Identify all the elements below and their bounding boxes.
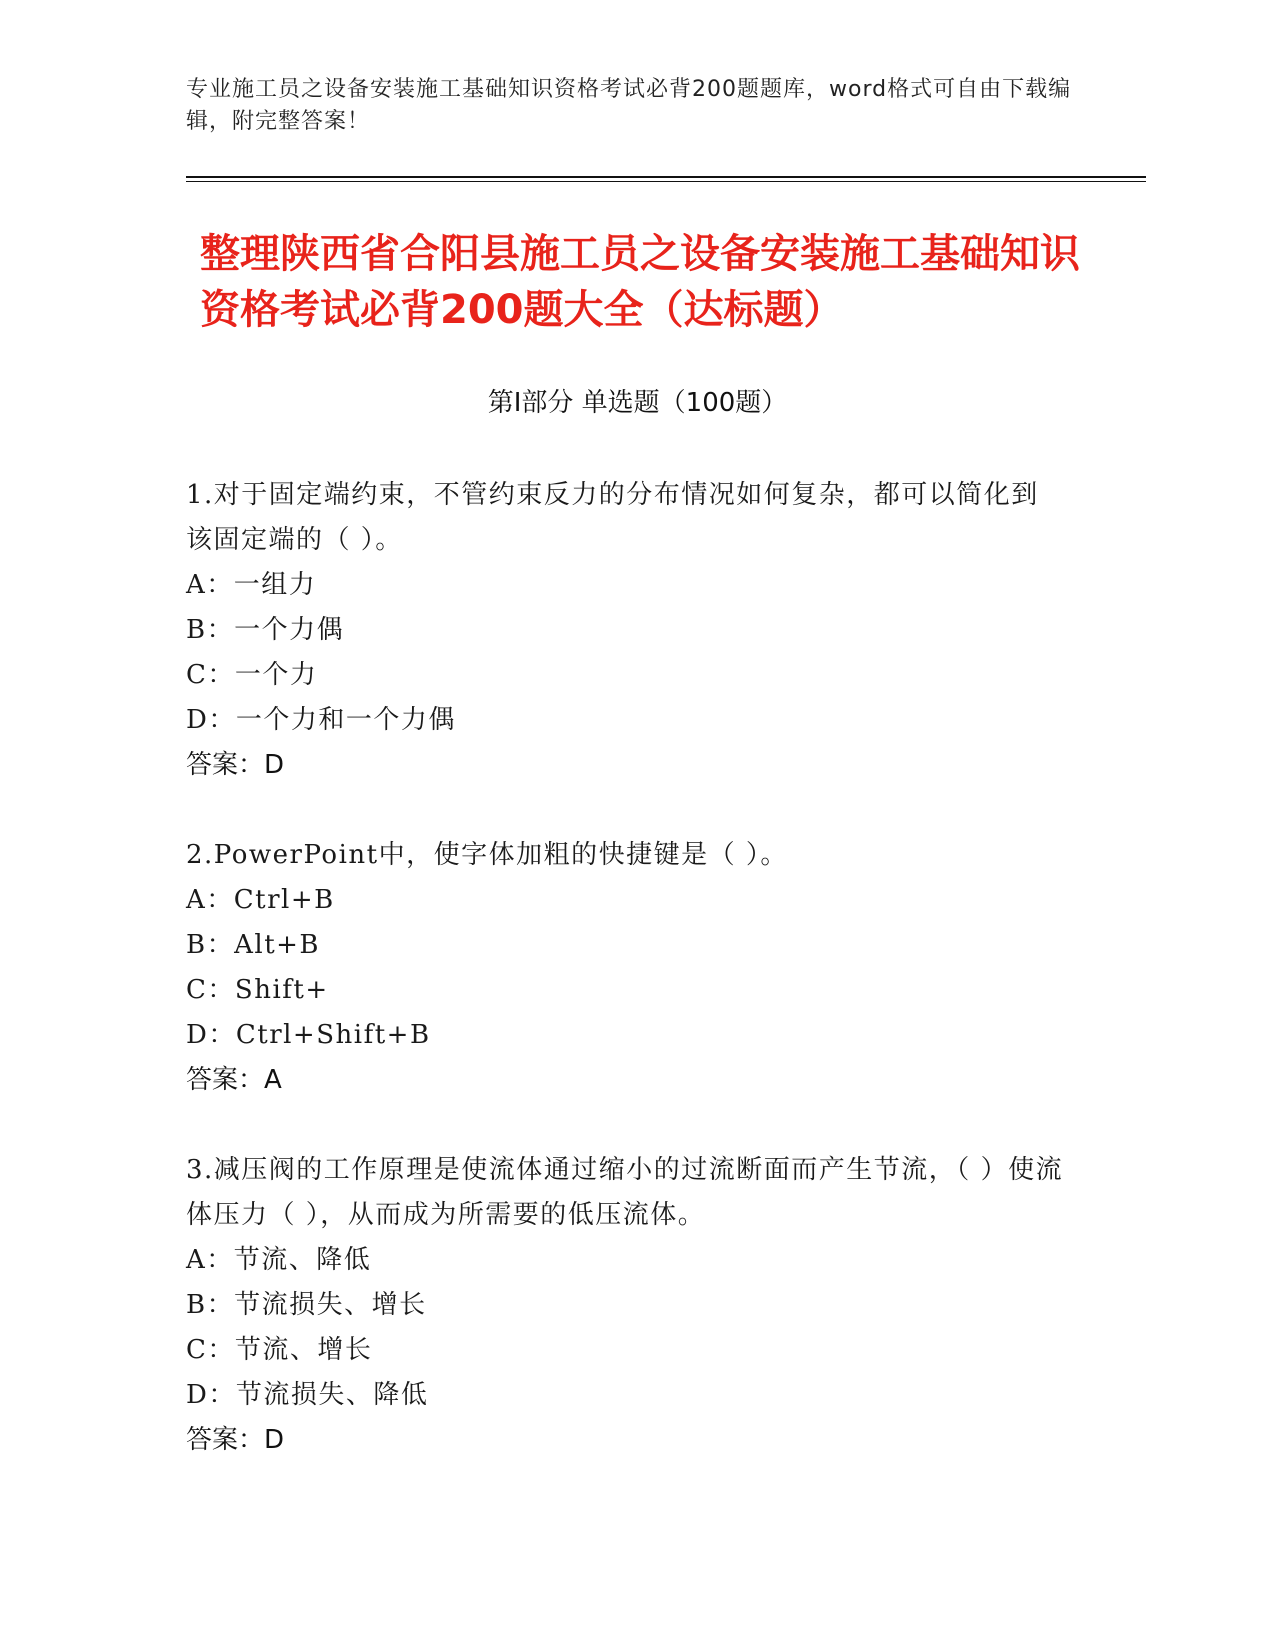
- option-b: B：一个力偶: [186, 615, 345, 645]
- option-d: D：节流损失、降低: [186, 1380, 429, 1410]
- option-c: C：Shift+: [186, 975, 329, 1005]
- question-list: [186, 473, 1066, 1508]
- header-note: 专业施工员之设备安装施工基础知识资格考试必背200题题库，word格式可自由下载编辑，附完整答案！: [186, 77, 1072, 134]
- option-c: C：节流、增长: [186, 1335, 373, 1365]
- header-divider-thin: [186, 181, 1146, 182]
- option-b: B：Alt+B: [186, 930, 321, 960]
- answer-label: 答案：D: [186, 750, 285, 780]
- answer-label: 答案：D: [186, 1425, 285, 1455]
- option-c: C：一个力: [186, 660, 318, 690]
- question-1: [186, 473, 1066, 788]
- answer-label: 答案：A: [186, 1065, 282, 1095]
- question-stem: 1.对于固定端约束，不管约束反力的分布情况如何复杂，都可以简化到该固定端的（ ）。: [186, 480, 1039, 555]
- option-d: D：Ctrl+Shift+B: [186, 1020, 431, 1050]
- question-3: [186, 1148, 1066, 1463]
- section-title: 第I部分 单选题（100题）: [487, 388, 788, 418]
- document-title: 整理陕西省合阳县施工员之设备安装施工基础知识资格考试必背200题大全（达标题）: [200, 231, 1080, 333]
- option-a: A：一组力: [186, 570, 317, 600]
- option-a: A：节流、降低: [186, 1245, 372, 1275]
- header-divider-thick: [186, 176, 1146, 178]
- option-a: A：Ctrl+B: [186, 885, 335, 915]
- question-stem: 2.PowerPoint中，使字体加粗的快捷键是（ ）。: [186, 840, 788, 870]
- question-2: [186, 833, 1066, 1103]
- option-b: B：节流损失、增长: [186, 1290, 427, 1320]
- question-stem: 3.减压阀的工作原理是使流体通过缩小的过流断面而产生节流，（ ）使流体压力（ ），从而成为所需要的低压流体。: [186, 1155, 1064, 1230]
- option-d: D：一个力和一个力偶: [186, 705, 456, 735]
